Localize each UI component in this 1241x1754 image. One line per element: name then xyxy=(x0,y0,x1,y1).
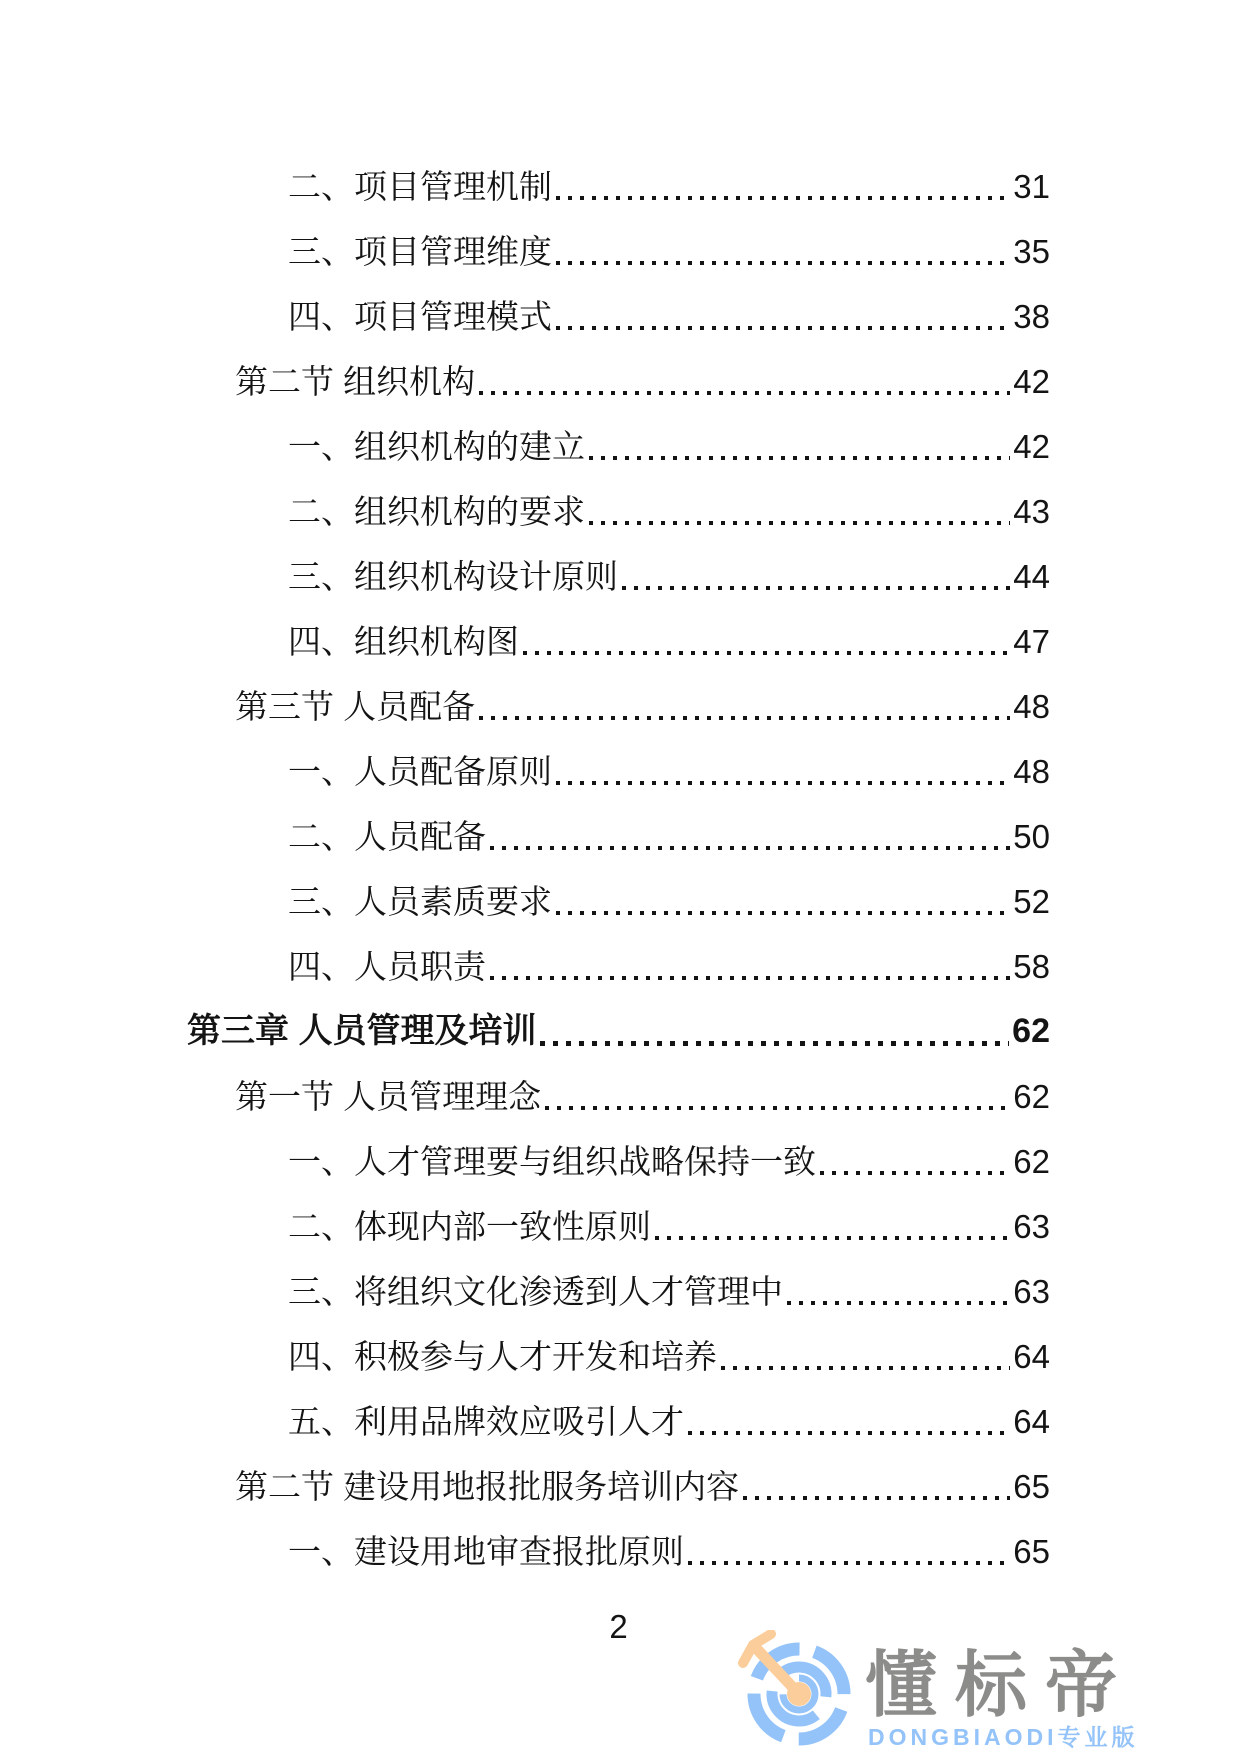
toc-leader-dots xyxy=(523,609,1010,674)
toc-entry-label: 三、项目管理维度 xyxy=(288,233,552,270)
toc-entry[interactable] xyxy=(187,999,1050,1064)
toc-entry[interactable] xyxy=(187,284,1050,349)
toc-leader-dots xyxy=(622,544,1010,609)
toc-leader-dots xyxy=(589,414,1010,479)
toc-entry[interactable] xyxy=(187,804,1050,869)
toc-entry-page: 50 xyxy=(1013,818,1050,855)
toc-entry-label: 四、组织机构图 xyxy=(288,623,519,660)
watermark-brand-suffix: 专业版 xyxy=(1057,1724,1139,1750)
toc-leader-dots xyxy=(540,999,1009,1064)
toc-entry[interactable] xyxy=(187,1519,1050,1584)
toc-entry-page: 42 xyxy=(1013,363,1050,400)
watermark-brand-latin: DONGBIAODI xyxy=(868,1724,1058,1750)
toc-entry[interactable] xyxy=(187,674,1050,739)
toc-entry-label: 第二节 组织机构 xyxy=(235,363,476,400)
toc-entry-page: 47 xyxy=(1013,623,1050,660)
toc-entry[interactable] xyxy=(187,1259,1050,1324)
toc-entry[interactable] xyxy=(187,609,1050,674)
toc-entry-page: 58 xyxy=(1013,948,1050,985)
toc-leader-dots xyxy=(479,349,1010,414)
toc-entry[interactable] xyxy=(187,869,1050,934)
target-arrow-logo-icon xyxy=(738,1630,856,1748)
toc-entry[interactable] xyxy=(187,1129,1050,1194)
toc-leader-dots xyxy=(490,804,1010,869)
toc-entry-label: 二、项目管理机制 xyxy=(288,168,552,205)
toc-entry-label: 四、项目管理模式 xyxy=(288,298,552,335)
toc-entry[interactable] xyxy=(187,219,1050,284)
toc-entry-page: 64 xyxy=(1013,1403,1050,1440)
toc-entry-label: 四、人员职责 xyxy=(288,948,486,985)
logo-arrow-bullseye xyxy=(787,1682,811,1706)
toc-entry-page: 42 xyxy=(1013,428,1050,465)
toc-entry-label: 五、利用品牌效应吸引人才 xyxy=(288,1403,684,1440)
toc-leader-dots xyxy=(490,934,1010,999)
toc-entry[interactable] xyxy=(187,479,1050,544)
toc-leader-dots xyxy=(721,1324,1010,1389)
toc-entry-page: 38 xyxy=(1013,298,1050,335)
toc-entry-label: 三、将组织文化渗透到人才管理中 xyxy=(288,1273,783,1310)
toc-leader-dots xyxy=(743,1454,1010,1519)
watermark-brand-sub xyxy=(868,1725,1139,1750)
toc-leader-dots xyxy=(655,1194,1010,1259)
toc-entry-page: 44 xyxy=(1013,558,1050,595)
toc-leader-dots xyxy=(556,739,1010,804)
toc-entry-label: 二、人员配备 xyxy=(288,818,486,855)
toc-leader-dots xyxy=(688,1519,1010,1584)
toc-entry-label: 一、人才管理要与组织战略保持一致 xyxy=(288,1143,816,1180)
toc-entry-label: 二、体现内部一致性原则 xyxy=(288,1208,651,1245)
toc-entry-label: 四、积极参与人才开发和培养 xyxy=(288,1338,717,1375)
toc-entry-label: 三、组织机构设计原则 xyxy=(288,558,618,595)
toc-entry-page: 65 xyxy=(1013,1468,1050,1505)
toc-entry-label: 第三节 人员配备 xyxy=(235,688,476,725)
toc-leader-dots xyxy=(556,154,1010,219)
toc-entry[interactable] xyxy=(187,1389,1050,1454)
toc-entry-label: 第一节 人员管理理念 xyxy=(235,1078,542,1115)
toc-entry[interactable] xyxy=(187,154,1050,219)
toc-leader-dots xyxy=(545,1064,1010,1129)
toc-leader-dots xyxy=(479,674,1010,739)
watermark xyxy=(738,1628,1241,1754)
toc-entry-label: 二、组织机构的要求 xyxy=(288,493,585,530)
watermark-brand-cn: 懂标帝 xyxy=(865,1646,1136,1726)
toc-leader-dots xyxy=(688,1389,1010,1454)
toc-entry-page: 35 xyxy=(1013,233,1050,270)
toc-entry-page: 63 xyxy=(1013,1273,1050,1310)
toc-entry-page: 48 xyxy=(1013,688,1050,725)
toc-entry-page: 31 xyxy=(1013,168,1050,205)
toc-entry-page: 52 xyxy=(1013,883,1050,920)
toc-entry-page: 62 xyxy=(1013,1143,1050,1180)
toc-leader-dots xyxy=(820,1129,1010,1194)
toc-entry[interactable] xyxy=(187,414,1050,479)
toc-entry-page: 62 xyxy=(1012,1012,1050,1050)
toc-leader-dots xyxy=(556,869,1010,934)
toc-entry[interactable] xyxy=(187,1324,1050,1389)
toc-entry-label: 第二节 建设用地报批服务培训内容 xyxy=(235,1468,740,1505)
toc-entry-page: 63 xyxy=(1013,1208,1050,1245)
toc-entry[interactable] xyxy=(187,1064,1050,1129)
toc-leader-dots xyxy=(556,284,1010,349)
toc-entry-page: 65 xyxy=(1013,1533,1050,1570)
toc-entry[interactable] xyxy=(187,1194,1050,1259)
toc-entry-page: 64 xyxy=(1013,1338,1050,1375)
toc-entry-label: 第三章 人员管理及培训 xyxy=(187,1012,537,1050)
toc-entry-page: 48 xyxy=(1013,753,1050,790)
toc-entry[interactable] xyxy=(187,544,1050,609)
page-number: 2 xyxy=(609,1608,628,1645)
toc-entry[interactable] xyxy=(187,739,1050,804)
table-of-contents xyxy=(187,154,1050,1584)
toc-entry-label: 一、人员配备原则 xyxy=(288,753,552,790)
toc-leader-dots xyxy=(556,219,1010,284)
toc-entry[interactable] xyxy=(187,1454,1050,1519)
toc-entry[interactable] xyxy=(187,934,1050,999)
toc-entry-page: 62 xyxy=(1013,1078,1050,1115)
toc-entry-label: 一、组织机构的建立 xyxy=(288,428,585,465)
toc-entry-label: 三、人员素质要求 xyxy=(288,883,552,920)
toc-leader-dots xyxy=(589,479,1010,544)
toc-leader-dots xyxy=(787,1259,1010,1324)
toc-entry[interactable] xyxy=(187,349,1050,414)
toc-entry-label: 一、建设用地审查报批原则 xyxy=(288,1533,684,1570)
toc-entry-page: 43 xyxy=(1013,493,1050,530)
